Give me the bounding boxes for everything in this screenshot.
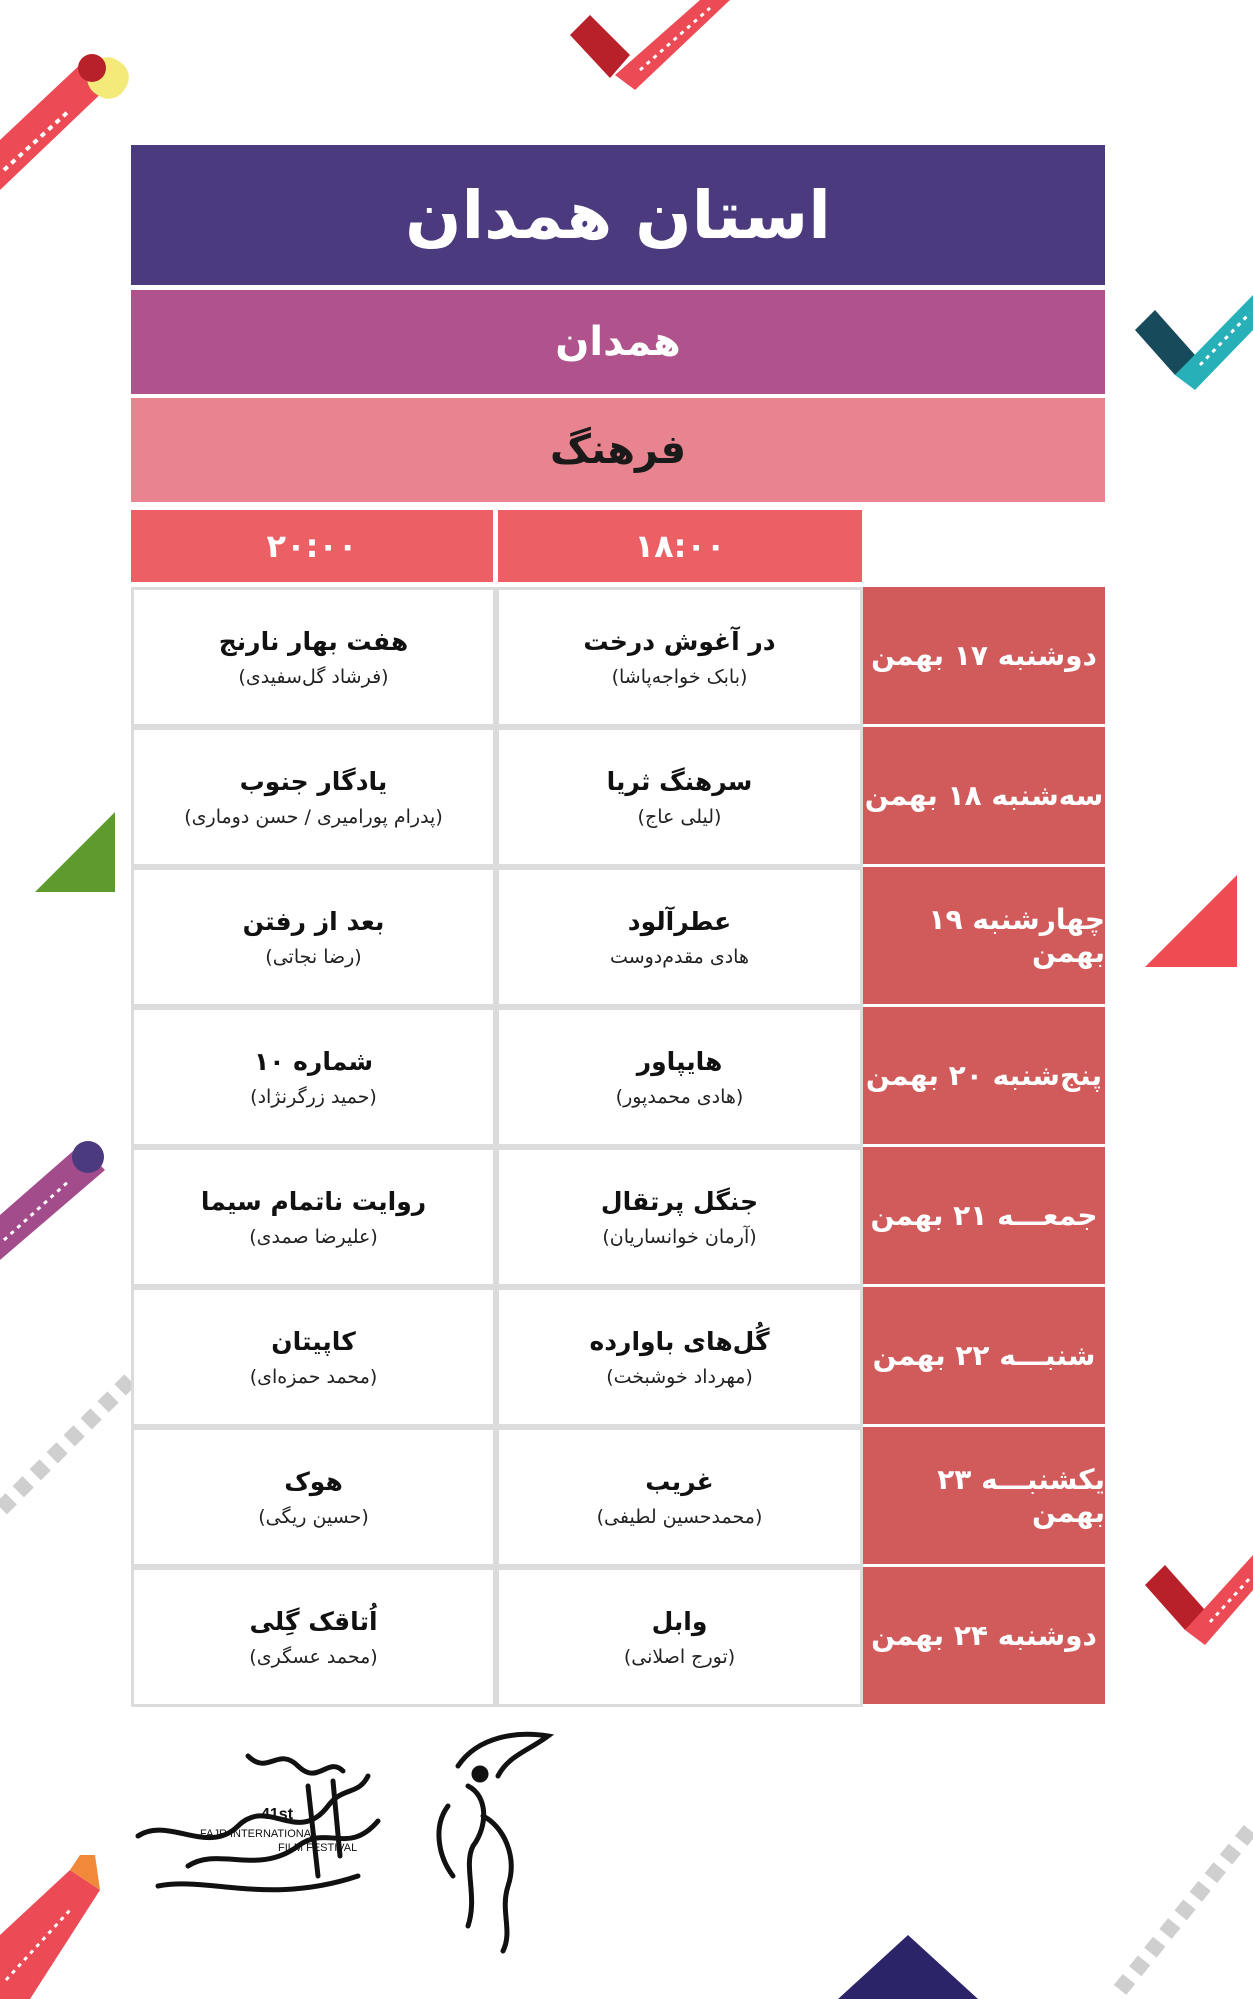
schedule-row xyxy=(131,727,1105,867)
day-cell: دوشنبه ۱۷ بهمن xyxy=(863,587,1105,727)
film-strip-decoration-right-red xyxy=(1140,1530,1253,1660)
film-director: (حمید زرگرنژاد) xyxy=(250,1085,377,1108)
screening-2000-cell xyxy=(131,867,496,1007)
schedule-row xyxy=(131,1287,1105,1427)
screening-2000-cell xyxy=(131,727,496,867)
schedule-table xyxy=(131,587,1105,1707)
film-director: (محمد عسگری) xyxy=(249,1645,378,1668)
film-director: (لیلی عاج) xyxy=(637,805,722,828)
festival-name-line1: FAJR INTERNATIONAL xyxy=(200,1828,318,1840)
film-title: اُتاقک گِلی xyxy=(249,1606,378,1636)
film-title: هایپاور xyxy=(636,1046,723,1076)
schedule-row xyxy=(131,1147,1105,1287)
film-title: یادگار جنوب xyxy=(239,766,388,796)
festival-name-line2: FILM FESTIVAL xyxy=(278,1842,358,1854)
simorgh-bird-icon xyxy=(439,1734,548,1951)
film-director: (تورج اصلانی) xyxy=(623,1645,736,1668)
screening-1800-cell xyxy=(496,727,863,867)
film-strip-decoration-right-gray xyxy=(1110,1820,1253,1999)
screening-1800-cell xyxy=(496,1287,863,1427)
screening-1800-cell xyxy=(496,867,863,1007)
triangle-decoration-navy xyxy=(838,1935,978,1999)
screening-2000-cell xyxy=(131,587,496,727)
film-director: (مهرداد خوشبخت) xyxy=(606,1365,753,1388)
city-band xyxy=(131,290,1105,394)
screening-2000-cell xyxy=(131,1427,496,1567)
day-cell: شنبـــه ۲۲ بهمن xyxy=(863,1287,1105,1427)
film-title: شماره ۱۰ xyxy=(253,1046,374,1076)
film-director: (پدرام پورامیری / حسن دوماری) xyxy=(184,805,443,828)
city-name: همدان xyxy=(555,319,681,365)
film-title: وابل xyxy=(651,1606,708,1636)
film-director: (علیرضا صمدی) xyxy=(249,1225,378,1248)
film-title: در آغوش درخت xyxy=(583,626,776,656)
film-title: عطرآلود xyxy=(627,906,732,936)
film-strip-decoration-left-gray xyxy=(0,1370,140,1530)
film-director: (محمدحسین لطیفی) xyxy=(596,1505,763,1528)
screening-2000-cell xyxy=(131,1147,496,1287)
day-cell: سه‌شنبه ۱۸ بهمن xyxy=(863,727,1105,867)
film-strip-decoration-top-left xyxy=(0,20,150,190)
triangle-decoration-red xyxy=(1145,875,1237,967)
film-director: (فرشاد گل‌سفیدی) xyxy=(238,665,389,688)
day-cell: جمعـــه ۲۱ بهمن xyxy=(863,1147,1105,1287)
film-title: روایت ناتمام سیما xyxy=(200,1186,427,1216)
day-cell: چهارشنبه ۱۹ بهمن xyxy=(863,867,1105,1007)
schedule-row xyxy=(131,1007,1105,1147)
province-title: استان همدان xyxy=(405,176,831,254)
film-director: (رضا نجاتی) xyxy=(265,945,362,968)
venue-band xyxy=(131,398,1105,502)
film-title: گُل‌های باوارده xyxy=(589,1326,770,1356)
film-title: کاپیتان xyxy=(271,1326,356,1356)
film-director: (حسین ریگی) xyxy=(258,1505,369,1528)
festival-edition-number: 41st xyxy=(261,1806,294,1823)
film-title: هفت بهار نارنج xyxy=(218,626,409,656)
screening-2000-cell xyxy=(131,1007,496,1147)
film-director: (بابک خواجه‌پاشا) xyxy=(611,665,748,688)
day-cell: پنج‌شنبه ۲۰ بهمن xyxy=(863,1007,1105,1147)
day-cell: یکشنبـــه ۲۳ بهمن xyxy=(863,1427,1105,1567)
venue-name: فرهنگ xyxy=(549,427,687,473)
calligraphy-mark xyxy=(138,1756,378,1890)
province-title-band xyxy=(131,145,1105,285)
film-director: هادی مقدم‌دوست xyxy=(610,945,749,968)
screening-1800-cell xyxy=(496,587,863,727)
film-strip-decoration-right-teal xyxy=(1130,255,1253,395)
film-title: جنگل پرتقال xyxy=(600,1186,759,1216)
film-title: سرهنگ ثریا xyxy=(606,766,753,796)
schedule-row xyxy=(131,587,1105,727)
time-header-2000: ۲۰:۰۰ xyxy=(131,510,493,582)
schedule-row xyxy=(131,1567,1105,1707)
film-director: (محمد حمزه‌ای) xyxy=(249,1365,378,1388)
film-title: غریب xyxy=(645,1466,714,1496)
film-strip-decoration-top-center xyxy=(560,0,730,95)
schedule-row xyxy=(131,1427,1105,1567)
film-title: هوک xyxy=(284,1466,343,1496)
time-header-1800: ۱۸:۰۰ xyxy=(498,510,862,582)
film-strip-decoration-left-purple xyxy=(0,1135,115,1265)
triangle-decoration-green xyxy=(35,812,115,892)
screening-1800-cell xyxy=(496,1147,863,1287)
screening-2000-cell xyxy=(131,1287,496,1427)
screening-1800-cell xyxy=(496,1007,863,1147)
screening-1800-cell xyxy=(496,1567,863,1707)
film-director: (هادی محمدپور) xyxy=(615,1085,744,1108)
schedule-row xyxy=(131,867,1105,1007)
film-title: بعد از رفتن xyxy=(242,906,385,936)
day-cell: دوشنبه ۲۴ بهمن xyxy=(863,1567,1105,1707)
screening-1800-cell xyxy=(496,1427,863,1567)
screening-2000-cell xyxy=(131,1567,496,1707)
film-director: (آرمان خوانساریان) xyxy=(602,1225,757,1248)
film-strip-decoration-bottom-left xyxy=(0,1855,110,1999)
